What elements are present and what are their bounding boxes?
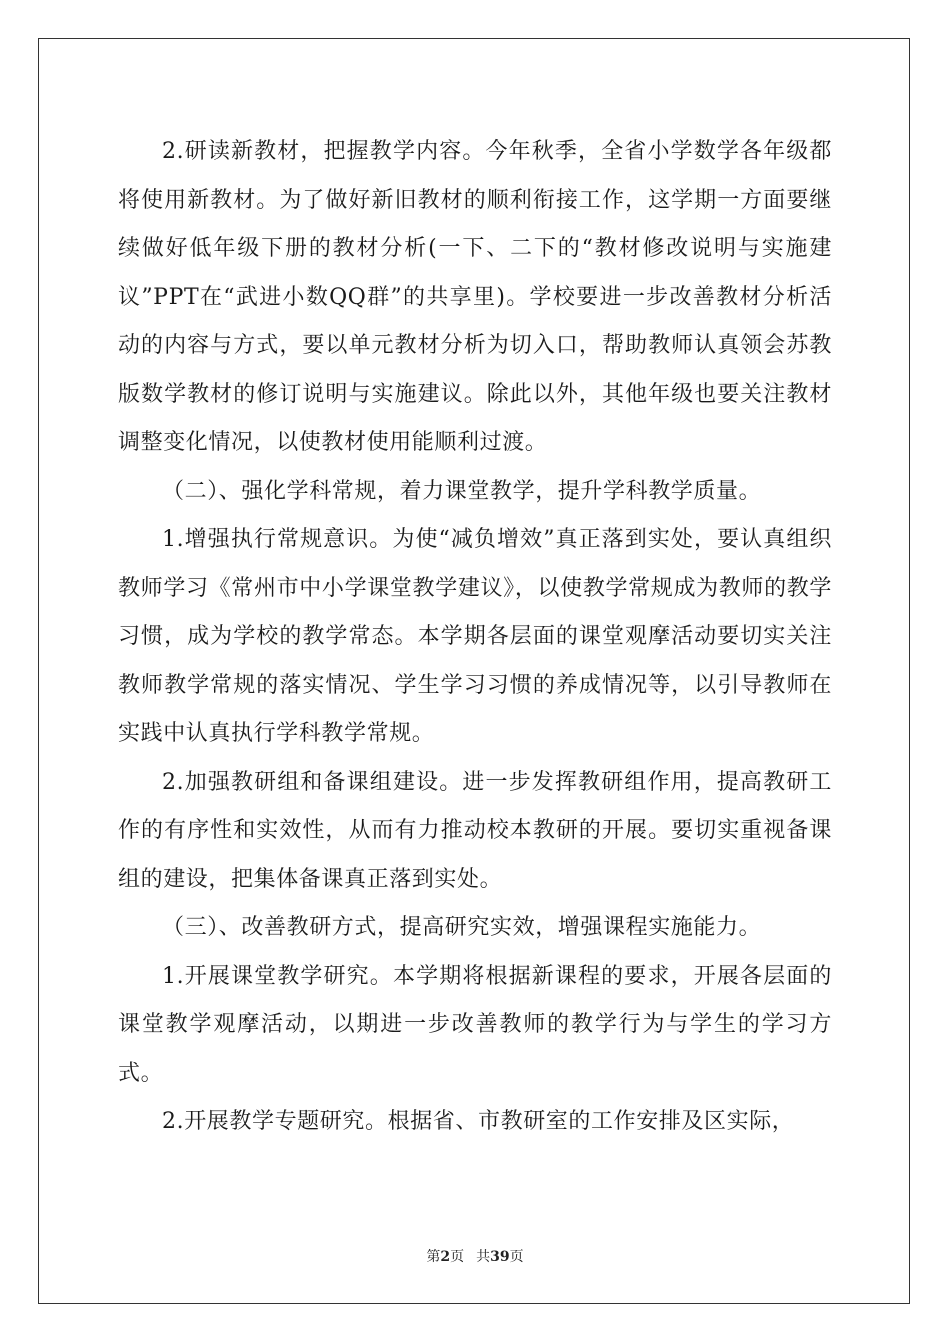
section-heading-3: （三）、改善教研方式，提高研究实效，增强课程实施能力。 — [162, 915, 762, 940]
paragraph-7: 2.开展教学专题研究。根据省、市教研室的工作安排及区实际， — [162, 1109, 795, 1134]
page-suffix: 页 — [450, 1249, 465, 1265]
paragraph-1: 2.研读新教材，把握教学内容。今年秋季，全省小学数学各年级都将使用新教材。为了做好新旧教材的顺利衔接工作，这学期一方面要继续做好低年级下册的教材分析(一下、二下的“教材修改说明与实施建议”PPT在“武进小数QQ群”的共享里)。学校要进一步改善教材分析活动的内容与方式，要以单元教材分析为切入口，帮助教师认真领会苏教版数学教材的修订说明与实施建议。除此以外，其他年级也要关注教材调整变化情况，以使教材使用能顺利过渡。 — [118, 139, 832, 455]
paragraph-4: 2.加强教研组和备课组建设。进一步发挥教研组作用，提高教研工作的有序性和实效性，从而有力推动校本教研的开展。要切实重视备课组的建设，把集体备课真正落到实处。 — [118, 769, 832, 892]
total-prefix: 共 — [476, 1249, 491, 1265]
page-total: 39 — [490, 1249, 510, 1265]
page-current: 2 — [440, 1249, 451, 1265]
paragraph-3: 1.增强执行常规意识。为使“减负增效”真正落到实处，要认真组织教师学习《常州市中小学课堂教学建议》，以使教学常规成为教师的教学习惯，成为学校的教学常态。本学期各层面的课堂观摩活动要切实关注教师教学常规的落实情况、学生学习习惯的养成情况等，以引导教师在实践中认真执行学科教学常规。 — [118, 527, 832, 746]
section-heading-2: （二）、强化学科常规，着力课堂教学，提升学科教学质量。 — [162, 478, 762, 504]
total-suffix: 页 — [509, 1249, 524, 1265]
page-prefix: 第 — [426, 1249, 441, 1265]
document-body — [118, 128, 832, 1147]
paragraph-6: 1.开展课堂教学研究。本学期将根据新课程的要求，开展各层面的课堂教学观摩活动，以期进一步改善教师的教学行为与学生的学习方式。 — [118, 963, 832, 1086]
page-footer — [0, 1246, 950, 1266]
